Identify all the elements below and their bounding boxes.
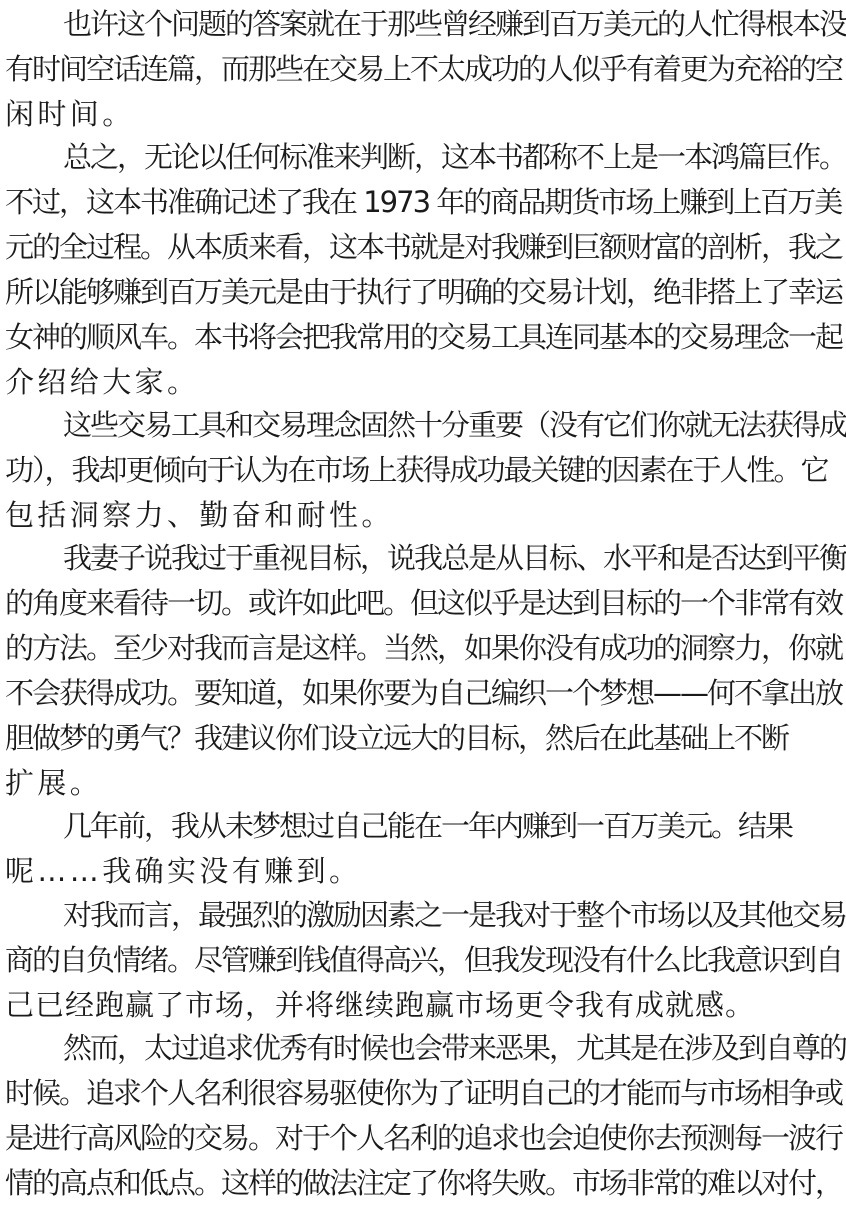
text-line: 几年前，我从未梦想过自己能在一年内赚到一百万美元。结果 [63, 809, 793, 843]
text-line: 包括洞察力、勤奋和耐性。 [5, 498, 394, 532]
text-line: 的角度来看待一切。或许如此吧。但这似乎是达到目标的一个非常有效 [5, 586, 843, 620]
text-line: 情的高点和低点。这样的做法注定了你将失败。市场非常的难以对付， [5, 1166, 843, 1200]
text-line: 功），我却更倾向于认为在市场上获得成功最关键的因素在于人性。它 [5, 453, 828, 487]
text-line: 闲时间。 [5, 97, 135, 131]
text-line: 女神的顺风车。本书将会把我常用的交易工具连同基本的交易理念一起 [5, 320, 843, 354]
text-line: 时候。追求个人名利很容易驱使你为了证明自己的才能而与市场相争或 [5, 1076, 843, 1110]
text-line: 是进行高风险的交易。对于个人名利的追求也会迫使你去预测每一波行 [5, 1121, 843, 1155]
text-line: 我妻子说我过于重视目标，说我总是从目标、水平和是否达到平衡 [63, 541, 846, 575]
text-line: 的方法。至少对我而言是这样。当然，如果你没有成功的洞察力，你就 [5, 631, 843, 665]
text-line: 有时间空话连篇，而那些在交易上不太成功的人似乎有着更为充裕的空 [5, 52, 843, 86]
paragraph-1 [5, 2, 846, 137]
paragraph-7 [5, 1026, 846, 1206]
text-line: 元的全过程。从本质来看，这本书就是对我赚到巨额财富的剖析，我之 [5, 230, 843, 264]
text-line: 所以能够赚到百万美元是由于执行了明确的交易计划，绝非搭上了幸运 [5, 275, 843, 309]
text-line: 扩展。 [5, 766, 103, 800]
text-line: 胆做梦的勇气？我建议你们设立远大的目标，然后在此基础上不断 [5, 721, 789, 755]
text-line: 己已经跑赢了市场，并将继续跑赢市场更令我有成就感。 [5, 988, 756, 1022]
text-line: 这些交易工具和交易理念固然十分重要（没有它们你就无法获得成 [63, 408, 846, 442]
text-line: 也许这个问题的答案就在于那些曾经赚到百万美元的人忙得根本没 [63, 7, 846, 41]
paragraph-3 [5, 403, 846, 538]
text-line: 商的自负情绪。尽管赚到钱值得高兴，但我发现没有什么比我意识到自 [5, 943, 843, 977]
text-line: 不过，这本书准确记述了我在 1973 年的商品期货市场上赚到上百万美 [5, 185, 842, 219]
text-line: 介绍给大家。 [5, 365, 200, 399]
text-line: 总之，无论以任何标准来判断，这本书都称不上是一本鸿篇巨作。 [63, 140, 846, 174]
paragraph-6 [5, 893, 846, 1028]
paragraph-5 [5, 804, 793, 894]
paragraph-2 [5, 135, 846, 405]
paragraph-4 [5, 536, 846, 806]
text-line: 然而，太过追求优秀有时候也会带来恶果，尤其是在涉及到自尊的 [63, 1031, 846, 1065]
text-line: 呢……我确实没有赚到。 [5, 854, 362, 888]
text-line: 不会获得成功。要知道，如果你要为自己编织一个梦想——何不拿出放 [5, 676, 843, 710]
text-line: 对我而言，最强烈的激励因素之一是我对于整个市场以及其他交易 [63, 898, 846, 932]
